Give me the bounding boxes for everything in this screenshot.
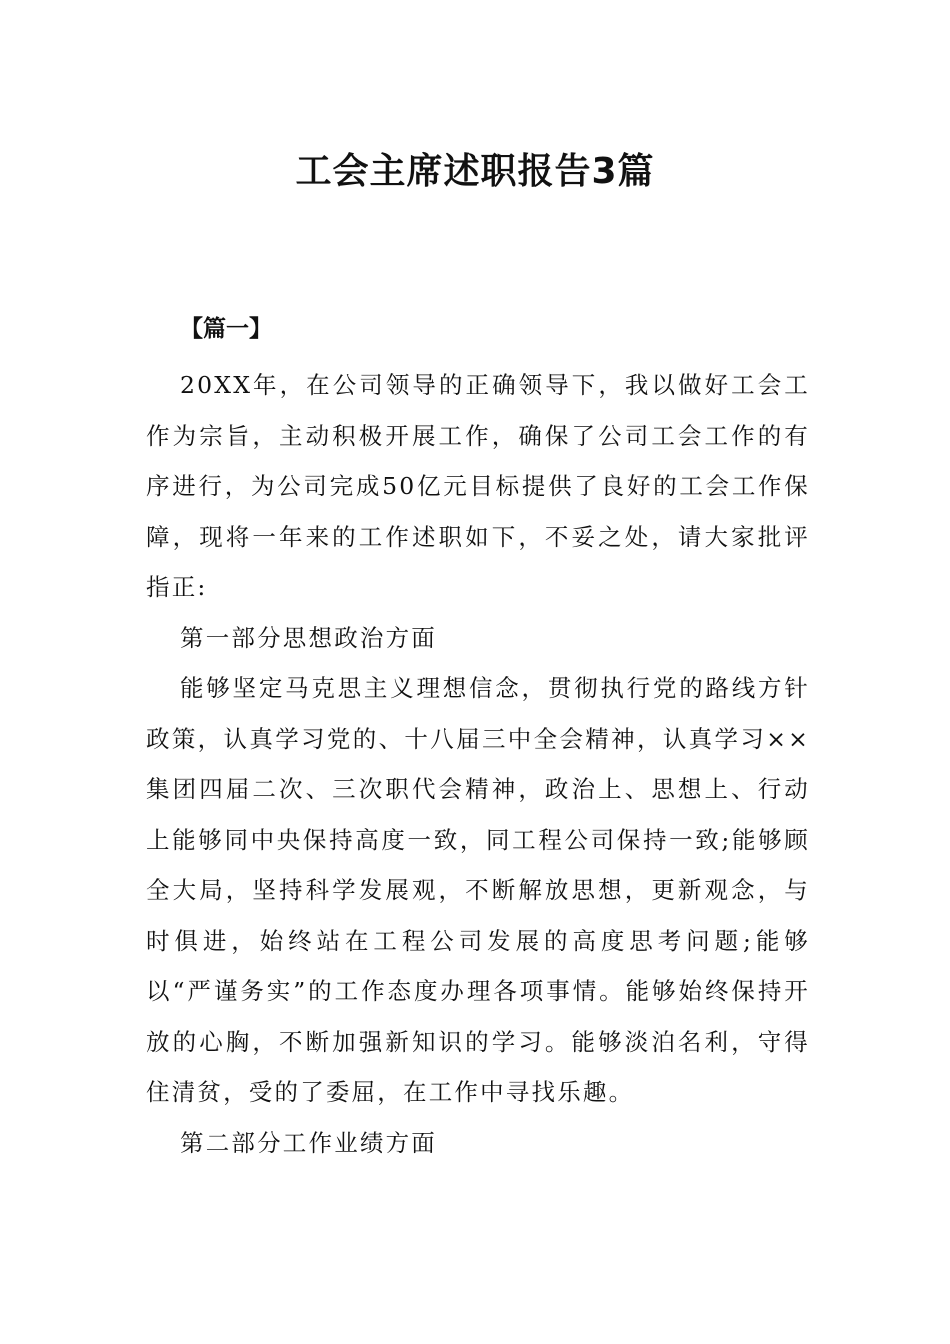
paragraph-part-one-heading: 第一部分思想政治方面 (180, 623, 437, 652)
paragraph-part-two-heading: 第二部分工作业绩方面 (180, 1128, 437, 1157)
paragraph-ideology: 能够坚定马克思主义理想信念，贯彻执行党的路线方针政策，认真学习党的、十八届三中全会精神，认真学习××集团四届二次、三次职代会精神，政治上、思想上、行动上能够同中央保持高度一致，同工程公司保持一致;能够顾全大局，坚持科学发展观，不断解放思想，更新观念，与时俱进，始终站在工程公司发展的高度思考问题;能够以“严谨务实”的工作态度办理各项事情。能够始终保持开放的心胸，不断加强新知识的学习。能够淡泊名利，守得住清贫，受的了委屈，在工作中寻找乐趣。 (146, 674, 810, 1106)
paragraph-intro: 20XX年，在公司领导的正确领导下，我以做好工会工作为宗旨，主动积极开展工作，确保了公司工会工作的有序进行，为公司完成50亿元目标提供了良好的工会工作保障，现将一年来的工作述职如下，不妥之处，请大家批评指正: (146, 371, 810, 601)
document-body (146, 360, 810, 1168)
section-heading: 【篇一】 (180, 316, 272, 342)
document-title: 工会主席述职报告3篇 (295, 151, 655, 192)
